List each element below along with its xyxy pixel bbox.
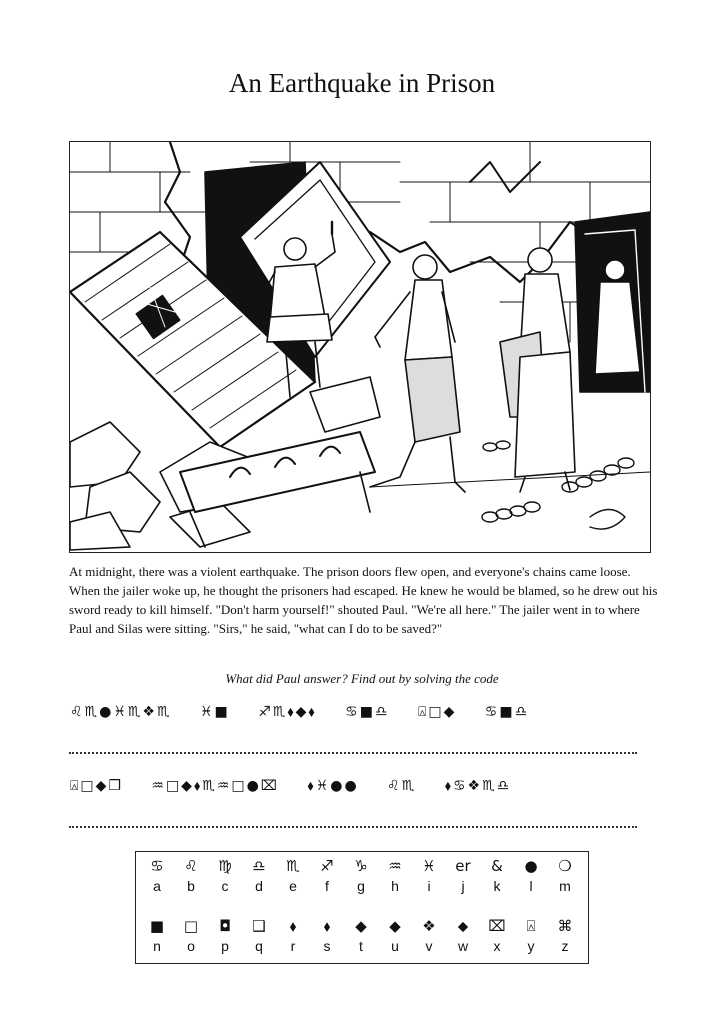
code-word: ♋■♎ — [484, 704, 530, 720]
code-word: ⍓□◆ — [417, 704, 457, 720]
code-line — [70, 704, 551, 720]
code-word: ♐♏⬧◆⬧ — [258, 704, 317, 720]
code-word: ♓■ — [199, 704, 230, 720]
key-letter: v — [425, 938, 433, 954]
key-cell — [140, 916, 174, 956]
key-cell — [514, 916, 548, 956]
key-letter: m — [559, 878, 571, 894]
key-letter: o — [187, 938, 195, 954]
key-letter: u — [391, 938, 399, 954]
key-cell — [276, 916, 310, 956]
key-cell — [480, 916, 514, 956]
prison-earthquake-illustration — [69, 141, 651, 553]
key-symbol: & — [491, 857, 503, 875]
key-symbol: ⌘ — [557, 917, 573, 935]
key-letter: p — [221, 938, 229, 954]
paul-figure — [370, 255, 465, 492]
key-cell — [548, 916, 582, 956]
code-word: ♌♏●♓♏❖♏ — [70, 704, 172, 720]
key-symbol: ♋ — [150, 857, 164, 875]
key-cell — [480, 856, 514, 896]
key-letter: s — [323, 938, 331, 954]
key-cell — [548, 856, 582, 896]
key-letter: y — [527, 938, 535, 954]
key-symbol: ♎ — [252, 857, 266, 875]
code-word: ♋■♎ — [345, 704, 390, 720]
key-cell — [310, 916, 344, 956]
answer-line[interactable] — [69, 752, 637, 754]
key-letter: c — [221, 878, 229, 894]
key-symbol: ❑ — [252, 917, 266, 935]
key-cell — [174, 916, 208, 956]
key-cell — [208, 916, 242, 956]
key-cell — [412, 856, 446, 896]
key-symbol: ♌ — [184, 857, 198, 875]
key-symbol: ⬧ — [289, 917, 297, 935]
silas-figure — [500, 248, 575, 492]
key-symbol: ⍓ — [526, 917, 536, 935]
key-symbol: ♑ — [354, 857, 368, 875]
key-letter: f — [325, 878, 329, 894]
key-cell — [446, 916, 480, 956]
answer-line[interactable] — [69, 826, 637, 828]
key-cell — [446, 856, 480, 896]
wall-crack — [370, 222, 600, 282]
key-symbol: □ — [183, 917, 199, 935]
key-letter: a — [153, 878, 161, 894]
key-cell — [310, 856, 344, 896]
code-word: ♒□◆⬧♏♒□●⌧ — [151, 778, 279, 794]
key-letter: d — [255, 878, 263, 894]
code-word: ⬧♋❖♏♎ — [444, 778, 512, 794]
key-symbol: ❖ — [422, 917, 436, 935]
key-symbol: ♍ — [218, 857, 232, 875]
key-cell — [344, 916, 378, 956]
key-cell — [344, 856, 378, 896]
story-text: At midnight, there was a violent earthquake. The prison doors flew open, and everyone's chains came loose. When the jailer woke up, he thought the prisoners had escaped. He knew he would be blamed, so he drew out his sword ready to kill himself. "Don't harm yourself!" shouted Paul. "We're all here." The jailer went in to where Paul and Silas were sitting. "Sirs," he said, "what can I do to be saved?" — [69, 564, 658, 636]
key-cell — [140, 856, 174, 896]
key-letter: e — [289, 878, 297, 894]
key-symbol: ❍ — [558, 857, 572, 875]
key-symbol: ⬧ — [323, 917, 331, 935]
key-cell — [208, 856, 242, 896]
key-symbol: ♒ — [388, 857, 402, 875]
key-symbol: ■ — [149, 917, 165, 935]
code-word: ⍓□◆❒ — [70, 778, 123, 794]
key-letter: n — [153, 938, 161, 954]
key-symbol: ♏ — [286, 857, 300, 875]
key-symbol: ⌧ — [488, 917, 506, 935]
key-cell — [378, 856, 412, 896]
key-cell — [242, 856, 276, 896]
code-line — [70, 778, 533, 794]
key-letter: j — [461, 878, 465, 894]
code-key-row — [140, 856, 582, 896]
code-key — [135, 851, 589, 964]
key-cell — [242, 916, 276, 956]
key-cell — [174, 856, 208, 896]
key-symbol: ● — [524, 857, 538, 875]
key-symbol: ♓ — [422, 857, 436, 875]
key-letter: w — [457, 938, 469, 954]
key-symbol: ◆ — [389, 917, 401, 935]
key-symbol: er — [455, 857, 471, 875]
key-symbol: ◘ — [219, 917, 231, 935]
key-cell — [412, 916, 446, 956]
code-key-row — [140, 916, 582, 956]
key-letter: q — [255, 938, 263, 954]
key-letter: i — [427, 878, 431, 894]
key-letter: k — [493, 878, 501, 894]
key-letter: z — [561, 938, 569, 954]
key-letter: b — [187, 878, 195, 894]
key-cell — [514, 856, 548, 896]
code-word: ⬧♓●● — [307, 778, 359, 794]
key-letter: t — [359, 938, 363, 954]
key-symbol: ♐ — [320, 857, 334, 875]
key-letter: g — [357, 878, 365, 894]
key-cell — [276, 856, 310, 896]
puzzle-prompt: What did Paul answer? Find out by solving the code — [225, 671, 499, 686]
key-letter: r — [290, 938, 296, 954]
key-symbol: ◆ — [355, 917, 367, 935]
key-symbol: ⬥ — [457, 917, 469, 935]
key-letter: x — [493, 938, 501, 954]
key-letter: l — [529, 878, 533, 894]
key-cell — [378, 916, 412, 956]
key-letter: h — [391, 878, 399, 894]
code-word: ♌♏ — [387, 778, 417, 794]
page-title: An Earthquake in Prison — [228, 68, 496, 98]
